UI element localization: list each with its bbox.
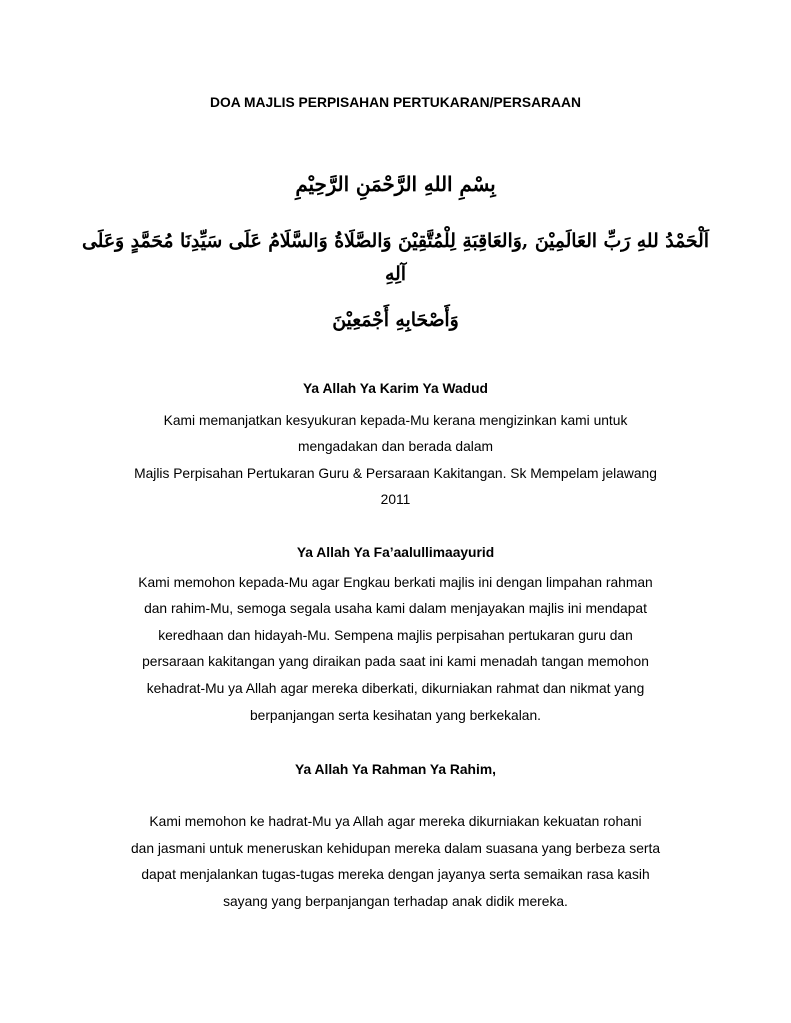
section-2-line: berpanjangan serta kesihatan yang berkekalan.: [249, 707, 542, 723]
document-title: DOA MAJLIS PERPISAHAN PERTUKARAN/PERSARAAN: [210, 94, 581, 110]
section-2-line: kehadrat-Mu ya Allah agar mereka diberkati, dikurniakan rahmat dan nikmat yang: [146, 680, 645, 696]
arabic-opening-line-2: آلِهِ: [385, 263, 406, 285]
section-3-line: dapat menjalankan tugas-tugas mereka dengan jayanya serta semaikan rasa kasih: [141, 866, 650, 882]
section-1-line: Majlis Perpisahan Pertukaran Guru & Persaraan Kakitangan. Sk Mempelam jelawang: [134, 465, 657, 481]
section-3-line: Kami memohon ke hadrat-Mu ya Allah agar mereka dikurniakan kekuatan rohani: [149, 813, 642, 829]
section-3-line: dan jasmani untuk meneruskan kehidupan mereka dalam suasana yang berbeza serta: [130, 840, 661, 856]
section-2-line: persaraan kakitangan yang diraikan pada saat ini kami menadah tangan memohon: [142, 653, 649, 669]
arabic-opening-line-3: وَأَصْحَابِهِ أَجْمَعِيْنَ: [332, 309, 459, 331]
section-3-line: sayang yang berpanjangan terhadap anak didik mereka.: [223, 893, 568, 909]
section-1-line: 2011: [380, 491, 411, 507]
section-2-line: dan rahim-Mu, semoga segala usaha kami dalam menjayakan majlis ini mendapat: [144, 600, 647, 616]
arabic-basmala: بِسْمِ اللهِ الرَّحْمَنِ الرَّحِيْمِ: [295, 172, 496, 196]
section-1-line: mengadakan dan berada dalam: [297, 438, 494, 454]
section-1-line: Kami memanjatkan kesyukuran kepada-Mu kerana mengizinkan kami untuk: [163, 412, 628, 428]
section-2-line: Kami memohon kepada-Mu agar Engkau berkati majlis ini dengan limpahan rahman: [138, 574, 653, 590]
section-1-heading: Ya Allah Ya Karim Ya Wadud: [302, 380, 488, 396]
arabic-opening-line-1: اَلْحَمْدُ للهِ رَبِّ العَالَمِيْنَ ,وَالعَاقِبَةِ لِلْمُتَّقِيْنَ وَالصَّلَاةُ وَالسَّلَامُ عَلَى سَيِّدِنَا مُحَمَّدٍ وَعَلَى: [82, 230, 709, 252]
section-2-heading: Ya Allah Ya Fa’aalullimaayurid: [296, 544, 495, 560]
section-2-line: keredhaan dan hidayah-Mu. Sempena majlis perpisahan pertukaran guru dan: [158, 627, 633, 643]
section-3-heading: Ya Allah Ya Rahman Ya Rahim,: [295, 761, 496, 777]
